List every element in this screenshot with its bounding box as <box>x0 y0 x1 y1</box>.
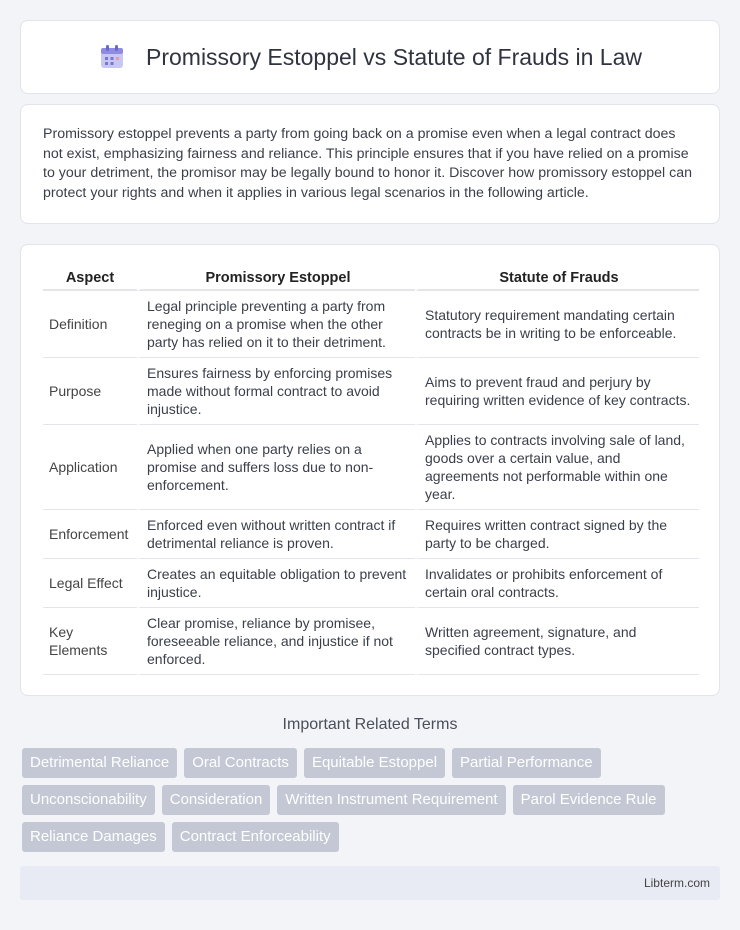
related-term-tag[interactable]: Partial Performance <box>452 748 601 778</box>
footer-site-link[interactable]: Libterm.com <box>643 876 710 890</box>
column-header-aspect: Aspect <box>43 265 137 291</box>
statute-of-frauds-cell: Written agreement, signature, and specified contract types. <box>415 608 699 675</box>
table-row <box>43 608 699 675</box>
related-term-tag[interactable]: Contract Enforceability <box>172 822 339 852</box>
aspect-cell: Application <box>43 425 137 510</box>
related-term-tag[interactable]: Parol Evidence Rule <box>513 785 665 815</box>
table-header-row <box>43 265 699 291</box>
tag-row <box>22 822 722 852</box>
comparison-table <box>43 265 699 675</box>
table-row <box>43 358 699 425</box>
table-row <box>43 559 699 608</box>
related-term-tag[interactable]: Detrimental Reliance <box>22 748 177 778</box>
intro-card <box>20 104 720 224</box>
column-header-promissory-estoppel: Promissory Estoppel <box>137 265 415 291</box>
comparison-card <box>20 244 720 696</box>
aspect-cell: Purpose <box>43 358 137 425</box>
related-term-tag[interactable]: Unconscionability <box>22 785 155 815</box>
statute-of-frauds-cell: Aims to prevent fraud and perjury by requiring written evidence of key contracts. <box>415 358 699 425</box>
statute-of-frauds-cell: Statutory requirement mandating certain contracts be in writing to be enforceable. <box>415 291 699 358</box>
promissory-estoppel-cell: Applied when one party relies on a promise and suffers loss due to non-enforcement. <box>137 425 415 510</box>
promissory-estoppel-cell: Creates an equitable obligation to prevent injustice. <box>137 559 415 608</box>
related-term-tag[interactable]: Written Instrument Requirement <box>277 785 505 815</box>
statute-of-frauds-cell: Invalidates or prohibits enforcement of certain oral contracts. <box>415 559 699 608</box>
related-term-tag[interactable]: Reliance Damages <box>22 822 165 852</box>
aspect-cell: Enforcement <box>43 510 137 559</box>
table-row <box>43 425 699 510</box>
tag-row <box>22 748 722 778</box>
related-terms-heading: Important Related Terms <box>282 716 458 733</box>
column-header-statute-of-frauds: Statute of Frauds <box>415 265 699 291</box>
aspect-cell: Key Elements <box>43 608 137 675</box>
table-row <box>43 291 699 358</box>
statute-of-frauds-cell: Applies to contracts involving sale of land, goods over a certain value, and agreements not performable within one year. <box>415 425 699 510</box>
related-terms-list <box>22 748 722 859</box>
promissory-estoppel-cell: Ensures fairness by enforcing promises made without formal contract to avoid injustice. <box>137 358 415 425</box>
calendar-icon <box>98 43 126 71</box>
intro-paragraph: Promissory estoppel prevents a party from going back on a promise even when a legal contract does not exist, emphasizing fairness and reliance. This principle ensures that if you have relied on a promise to your detriment, the promisor may be legally bound to honor it. Discover how promissory estoppel can protect your rights and when it applies in various legal scenarios in the following article. <box>43 126 692 201</box>
header-card <box>20 20 720 94</box>
related-term-tag[interactable]: Oral Contracts <box>184 748 297 778</box>
statute-of-frauds-cell: Requires written contract signed by the party to be charged. <box>415 510 699 559</box>
related-term-tag[interactable]: Consideration <box>162 785 271 815</box>
promissory-estoppel-cell: Legal principle preventing a party from reneging on a promise when the other party has relied on it to their detriment. <box>137 291 415 358</box>
footer <box>20 866 720 900</box>
table-row <box>43 510 699 559</box>
aspect-cell: Definition <box>43 291 137 358</box>
promissory-estoppel-cell: Clear promise, reliance by promisee, foreseeable reliance, and injustice if not enforced. <box>137 608 415 675</box>
promissory-estoppel-cell: Enforced even without written contract if detrimental reliance is proven. <box>137 510 415 559</box>
tag-row <box>22 785 722 815</box>
aspect-cell: Legal Effect <box>43 559 137 608</box>
related-term-tag[interactable]: Equitable Estoppel <box>304 748 445 778</box>
page-title: Promissory Estoppel vs Statute of Frauds in Law <box>146 43 642 70</box>
